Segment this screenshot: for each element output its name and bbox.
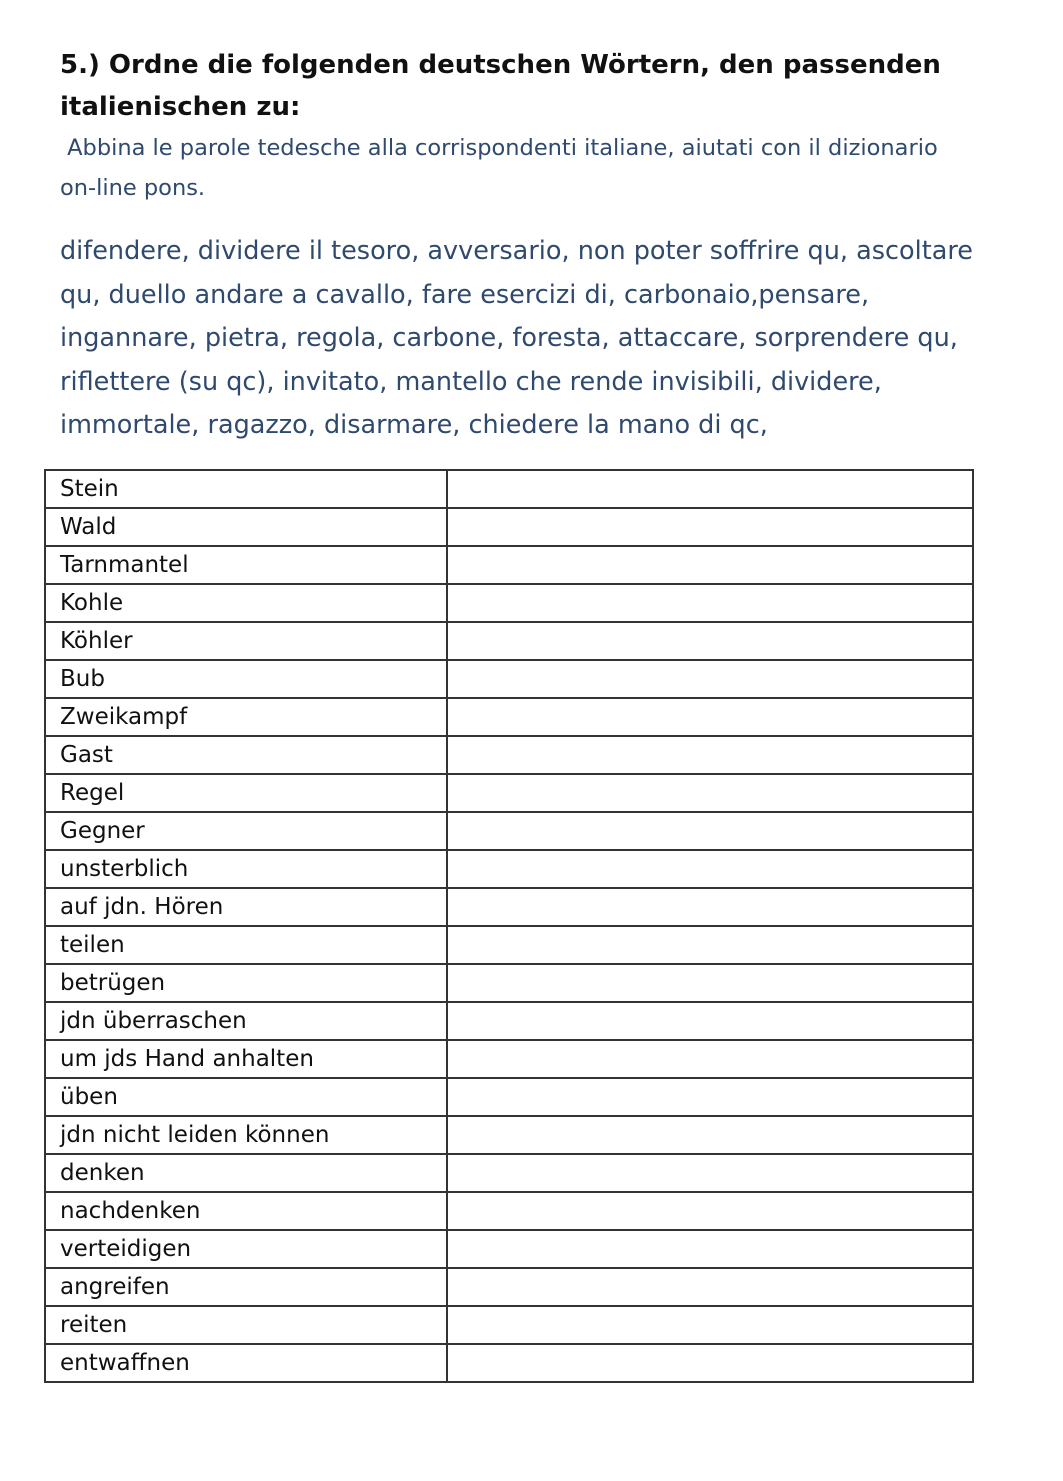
german-word-cell: unsterblich [45, 850, 447, 888]
german-word-cell: denken [45, 1154, 447, 1192]
german-word-cell: jdn nicht leiden können [45, 1116, 447, 1154]
german-word-cell: teilen [45, 926, 447, 964]
german-word-cell: entwaffnen [45, 1344, 447, 1382]
german-word-cell: Zweikampf [45, 698, 447, 736]
italian-answer-cell[interactable] [447, 1268, 973, 1306]
table-row [45, 736, 973, 774]
german-word-cell: Gegner [45, 812, 447, 850]
table-row [45, 1192, 973, 1230]
italian-answer-cell[interactable] [447, 1002, 973, 1040]
table-row [45, 964, 973, 1002]
table-row [45, 660, 973, 698]
table-row [45, 1002, 973, 1040]
table-row [45, 698, 973, 736]
german-word-cell: angreifen [45, 1268, 447, 1306]
german-word-cell: üben [45, 1078, 447, 1116]
italian-answer-cell[interactable] [447, 1040, 973, 1078]
italian-answer-cell[interactable] [447, 660, 973, 698]
german-word-cell: jdn überraschen [45, 1002, 447, 1040]
table-row [45, 546, 973, 584]
german-word-cell: Stein [45, 470, 447, 508]
italian-answer-cell[interactable] [447, 584, 973, 622]
german-word-cell: auf jdn. Hören [45, 888, 447, 926]
german-word-cell: nachdenken [45, 1192, 447, 1230]
german-word-cell: Kohle [45, 584, 447, 622]
italian-answer-cell[interactable] [447, 1078, 973, 1116]
italian-answer-cell[interactable] [447, 888, 973, 926]
italian-answer-cell[interactable] [447, 698, 973, 736]
vocabulary-table [44, 469, 974, 1383]
german-word-cell: Tarnmantel [45, 546, 447, 584]
heading-line-1: 5.) Ordne die folgenden deutschen Wörtern, den passenden [60, 50, 941, 80]
table-row [45, 1306, 973, 1344]
table-row [45, 888, 973, 926]
german-word-cell: verteidigen [45, 1230, 447, 1268]
german-word-cell: Bub [45, 660, 447, 698]
word-bank-line: qu, duello andare a cavallo, fare esercizi di, carbonaio,pensare, [60, 279, 870, 310]
vocabulary-table-body [45, 470, 973, 1382]
table-row [45, 1344, 973, 1382]
italian-answer-cell[interactable] [447, 546, 973, 584]
table-row [45, 1230, 973, 1268]
table-row [45, 1268, 973, 1306]
italian-answer-cell[interactable] [447, 470, 973, 508]
italian-answer-cell[interactable] [447, 1230, 973, 1268]
italian-answer-cell[interactable] [447, 1306, 973, 1344]
german-word-cell: reiten [45, 1306, 447, 1344]
table-row [45, 926, 973, 964]
word-bank-line: ingannare, pietra, regola, carbone, foresta, attaccare, sorprendere qu, [60, 323, 958, 353]
table-row [45, 508, 973, 546]
italian-answer-cell[interactable] [447, 1344, 973, 1382]
instruction-line-2: on-line pons. [60, 175, 206, 201]
word-bank [60, 230, 1030, 448]
italian-answer-cell[interactable] [447, 1154, 973, 1192]
table-row [45, 1040, 973, 1078]
italian-answer-cell[interactable] [447, 964, 973, 1002]
italian-answer-cell[interactable] [447, 926, 973, 964]
instruction-line-1: Abbina le parole tedesche alla corrispondenti italiane, aiutati con il dizionario [60, 135, 938, 161]
italian-answer-cell[interactable] [447, 736, 973, 774]
italian-answer-cell[interactable] [447, 1116, 973, 1154]
italian-answer-cell[interactable] [447, 812, 973, 850]
italian-answer-cell[interactable] [447, 622, 973, 660]
italian-answer-cell[interactable] [447, 850, 973, 888]
table-row [45, 1154, 973, 1192]
german-word-cell: Köhler [45, 622, 447, 660]
exercise-heading [60, 44, 1000, 128]
word-bank-line: riflettere (su qc), invitato, mantello che rende invisibili, dividere, [60, 366, 882, 397]
table-row [45, 622, 973, 660]
german-word-cell: um jds Hand anhalten [45, 1040, 447, 1078]
heading-line-2: italienischen zu: [60, 92, 301, 122]
table-row [45, 1116, 973, 1154]
german-word-cell: Wald [45, 508, 447, 546]
table-row [45, 470, 973, 508]
italian-answer-cell[interactable] [447, 774, 973, 812]
german-word-cell: Gast [45, 736, 447, 774]
table-row [45, 774, 973, 812]
italian-answer-cell[interactable] [447, 508, 973, 546]
italian-answer-cell[interactable] [447, 1192, 973, 1230]
table-row [45, 584, 973, 622]
word-bank-line: difendere, dividere il tesoro, avversario, non poter soffrire qu, ascoltare [60, 236, 973, 266]
german-word-cell: Regel [45, 774, 447, 812]
table-row [45, 850, 973, 888]
table-row [45, 812, 973, 850]
german-word-cell: betrügen [45, 964, 447, 1002]
exercise-instruction [60, 128, 1020, 208]
table-row [45, 1078, 973, 1116]
word-bank-line: immortale, ragazzo, disarmare, chiedere la mano di qc, [60, 410, 768, 440]
